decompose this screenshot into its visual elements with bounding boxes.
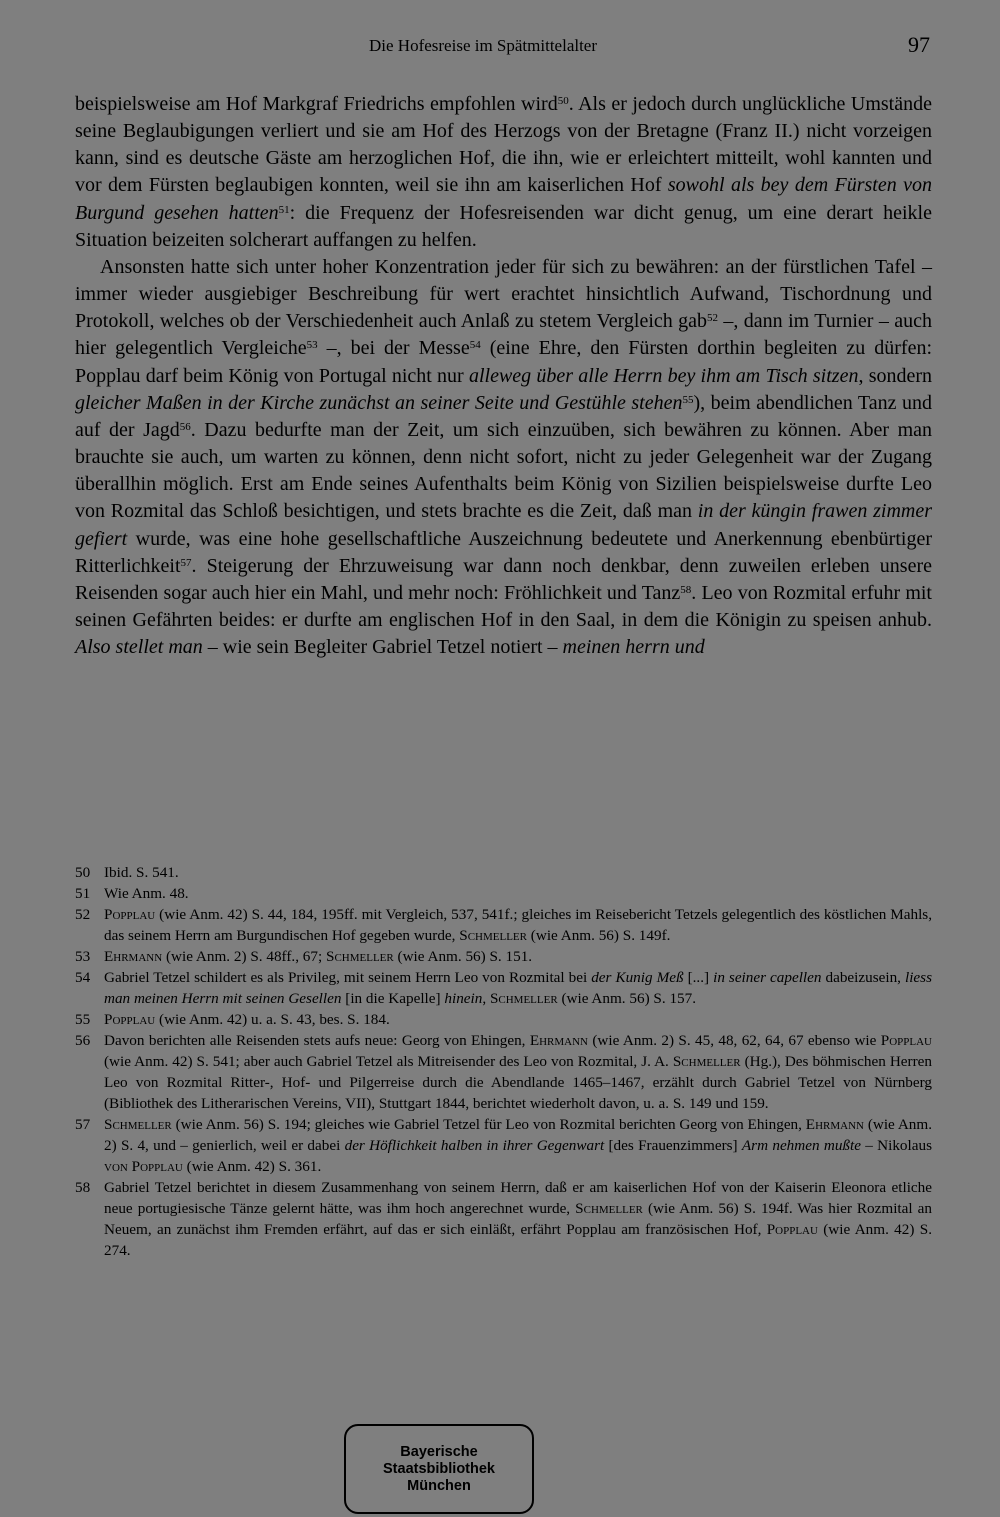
text-run: beispielsweise am Hof Markgraf Friedrichs empfohlen wird [75, 93, 558, 115]
footnote-number: 51 [75, 885, 91, 902]
page-number: 97 [908, 32, 930, 57]
text-run: – wie sein Begleiter Gabriel Tetzel notiert – [202, 636, 563, 659]
text-run: . Dazu bedurfte man der Zeit, um sich einzuüben, sich bewähren zu können. Aber man brauchte sie auch, um warten zu können, denn nicht sofort, nicht zu jeder Gelegenheit war der Zugang überallhin möglich. Erst am Ende seines Aufenthalts beim König von Sizilien beispielsweise durfte Leo von Rozmital das Schloß besichtigen, und stets brachte es die Zeit, daß man [75, 418, 933, 523]
quote-italic: der Höflichkeit halben in ihrer Gegenwart [344, 1137, 605, 1154]
text-run: (wie Anm. 2) S. 4, und – genierlich, weil er dabei [104, 1116, 932, 1154]
footnote-text [104, 1177, 932, 1261]
author-name: Schmeller [459, 927, 527, 944]
author-name: Popplau [766, 1221, 818, 1238]
stamp-line: München [407, 1477, 471, 1494]
text-run: Ibid. S. 541. [104, 864, 179, 881]
footnote-53 [75, 946, 932, 967]
text-run: [des Frauenzimmers] [604, 1137, 742, 1154]
author-name: Schmeller [104, 1116, 172, 1133]
footnote-number: 54 [75, 969, 91, 986]
text-run: , [482, 990, 490, 1007]
quote-italic: meinen herrn und [562, 636, 705, 659]
footnote-text [104, 967, 932, 1009]
text-run: (wie Anm. 42) S. 274. [104, 1221, 932, 1259]
paragraph-1 [75, 91, 932, 254]
footnote-54 [75, 967, 932, 1009]
running-head: Die Hofesreise im Spätmittelalter [369, 36, 598, 55]
footnotes [75, 862, 932, 1261]
footnote-number: 53 [75, 948, 91, 965]
footnote-number: 50 [75, 864, 91, 881]
quote-italic: gleicher Maßen in der Kirche zunächst an seiner Seite und Gestühle stehen [75, 391, 683, 414]
text-run: –, bei der Messe [317, 337, 470, 360]
author-name: Popplau [104, 906, 156, 923]
text-run: (wie Anm. 56) S. 151. [393, 948, 533, 965]
footnote-ref: 54 [469, 339, 481, 352]
quote-italic: in der küngin frawen zimmer gefiert [75, 500, 932, 550]
footnote-text [104, 1030, 932, 1114]
footnote-ref: 56 [179, 420, 191, 433]
text-run: (wie Anm. 42) S. 44, 184, 195ff. mit Vergleich, 537, 541f.; gleiches im Reisebericht Tetzels gelegentlich des köstlichen Mahls, das seinem Herrn am Burgundischen Hof gegeben wurde, [104, 906, 932, 944]
author-name: Schmeller [575, 1200, 643, 1217]
quote-italic: alleweg über alle Herrn bey ihm am Tisch sitzen [468, 364, 859, 387]
text-run: [in die Kapelle] [341, 990, 445, 1007]
footnote-ref: 50 [557, 94, 569, 107]
text-run: dabeizusein, [821, 969, 905, 986]
text-run: Davon berichten alle Reisenden stets aufs neue: Georg von Ehingen, [104, 1032, 530, 1049]
quote-italic: Also stellet man [75, 636, 203, 659]
text-run: ), beim abendlichen Tanz und auf der Jagd [75, 391, 932, 441]
footnote-56 [75, 1030, 932, 1114]
footnote-ref: 53 [306, 339, 318, 352]
author-name: Ehrmann [104, 948, 163, 965]
quote-italic: sowohl als bey dem Fürsten von Burgund gesehen hatten [75, 174, 933, 224]
footnote-51 [75, 883, 932, 904]
quote-italic: der Kunig Meß [591, 969, 684, 986]
footnote-text [104, 862, 932, 883]
footnote-ref: 55 [682, 393, 694, 406]
text-run: . Leo von Rozmital erfuhr mit seinen Gefährten beides: er durfte am englischen Hof in den Saal, in dem die Königin zu speisen anhub. [75, 581, 932, 631]
quote-italic: liess man meinen Herrn mit seinen Gesellen [104, 969, 932, 1007]
footnote-50 [75, 862, 932, 883]
author-name: Popplau [104, 1011, 156, 1028]
text-run: . Steigerung der Ehrzuweisung war dann noch denkbar, denn zuweilen erleben unsere Reisenden sogar auch hier ein Mahl, und mehr noch: Fröhlichkeit und Tanz [75, 554, 932, 604]
author-name: Ehrmann [529, 1032, 588, 1049]
footnote-text [104, 1009, 932, 1030]
footnote-57 [75, 1114, 932, 1177]
library-stamp [344, 1424, 534, 1514]
text-run: Gabriel Tetzel berichtet in diesem Zusammenhang von seinem Herrn, daß er am kaiserlichen Hof von der Kaiserin Eleonora etliche neue portugiesische Tänze gelernt hätte, was ihm hoch angerechnet wurde, [104, 1179, 932, 1217]
footnote-text [104, 904, 932, 946]
text-run: . Als er jedoch durch unglückliche Umstände seine Beglaubigungen verliert und sie am Hof des Herzogs von der Bretagne (Franz II.) nicht vorzeigen kann, sind es deutsche Gäste am herzoglichen Hof, die ihn, wie er erleichtert mitteilt, wohl kannten und vor dem Fürsten beglaubigen konnten, weil sie ihn am kaiserlichen Hof [75, 93, 932, 197]
author-name: Schmeller [326, 948, 394, 965]
text-run: (wie Anm. 56) S. 157. [557, 990, 697, 1007]
text-run: –, dann im Turnier – auch hier gelegentlich Vergleiche [75, 310, 932, 360]
footnote-52 [75, 904, 932, 946]
footnote-number: 58 [75, 1179, 91, 1196]
footnote-ref: 51 [278, 203, 290, 216]
author-name: Schmeller [672, 1053, 741, 1070]
footnote-ref: 52 [707, 312, 719, 325]
text-run: (wie Anm. 56) S. 149f. [527, 927, 671, 944]
text-run: Wie Anm. 48. [104, 885, 189, 902]
footnote-text [104, 883, 932, 904]
footnote-number: 55 [75, 1011, 91, 1028]
footnote-text [104, 1114, 932, 1177]
stamp-line: Staatsbibliothek [383, 1460, 495, 1477]
text-run: (wie Anm. 2) S. 48ff., 67; [162, 948, 326, 965]
quote-italic: in seiner capellen [713, 969, 822, 986]
text-run: (eine Ehre, den Fürsten dorthin begleiten zu dürfen: Popplau darf beim König von Portugal nicht nur [75, 337, 933, 387]
text-run: : die Frequenz der Hofesreisenden war dicht genug, um eine derart heikle Situation beizeiten solcherart auffangen zu helfen. [75, 201, 932, 251]
text-run: Ansonsten hatte sich unter hoher Konzentration jeder für sich zu bewähren: an der fürstlichen Tafel – immer wieder ausgiebiger Beschreibung für wert erachtet hinsichtlich Aufwand, Tischordnung und Protokoll, welches ob der Verschiedenheit auch Anlaß zu stetem Vergleich gab [75, 255, 932, 333]
quote-italic: Arm nehmen mußte [741, 1137, 861, 1154]
author-name: Schmeller [489, 990, 558, 1007]
footnote-ref: 57 [180, 556, 192, 569]
author-name: von Popplau [104, 1158, 183, 1175]
text-run: wurde, was eine hohe gesellschaftliche Auszeichnung bedeutete und Anerkennung ebenbürtiger Ritterlichkeit [75, 527, 932, 577]
text-run: – Nikolaus [860, 1137, 932, 1154]
footnote-number: 57 [75, 1116, 91, 1133]
text-run: [...] [683, 969, 714, 986]
text-run: Gabriel Tetzel schildert es als Privileg, mit seinem Herrn Leo von Rozmital bei [104, 969, 592, 986]
text-run: (wie Anm. 2) S. 45, 48, 62, 64, 67 ebenso wie [588, 1032, 881, 1049]
footnote-number: 52 [75, 906, 91, 923]
text-run: (wie Anm. 56) S. 194; gleiches wie Gabriel Tetzel für Leo von Rozmital berichten Georg von Ehingen, [171, 1116, 806, 1133]
main-text [75, 91, 932, 661]
text-run: (wie Anm. 56) S. 194f. Was hier Rozmital an Neuem, an zunächst ihm Fremden erfährt, auf das er sich einläßt, erfährt Popplau am französischen Hof, [104, 1200, 933, 1238]
text-run: (Hg.), Des böhmischen Herren Leo von Rozmital Ritter-, Hof- und Pilgerreise durch die Abendlande 1465–1467, erzählt durch Gabriel Tetzel von Nürnberg (Bibliothek des Litherarischen Vereins, VII), Stuttgart 1844, berichtet wiederholt davon, u. a. S. 149 und 159. [104, 1053, 932, 1112]
text-run: (wie Anm. 42) u. a. S. 43, bes. S. 184. [155, 1011, 390, 1028]
paragraph-2 [75, 254, 932, 661]
text-run: , sondern [858, 364, 933, 387]
footnote-number: 56 [75, 1032, 91, 1049]
footnote-55 [75, 1009, 932, 1030]
stamp-line: Bayerische [400, 1443, 478, 1460]
footnote-ref: 58 [680, 583, 692, 596]
author-name: Ehrmann [805, 1116, 864, 1133]
text-run: (wie Anm. 42) S. 361. [182, 1158, 322, 1175]
author-name: Popplau [880, 1032, 932, 1049]
footnote-58 [75, 1177, 932, 1261]
footnote-text [104, 946, 932, 967]
quote-italic: hinein [444, 990, 483, 1007]
text-run: (wie Anm. 42) S. 541; aber auch Gabriel Tetzel als Mitreisender des Leo von Rozmital, J. A. [104, 1053, 673, 1070]
